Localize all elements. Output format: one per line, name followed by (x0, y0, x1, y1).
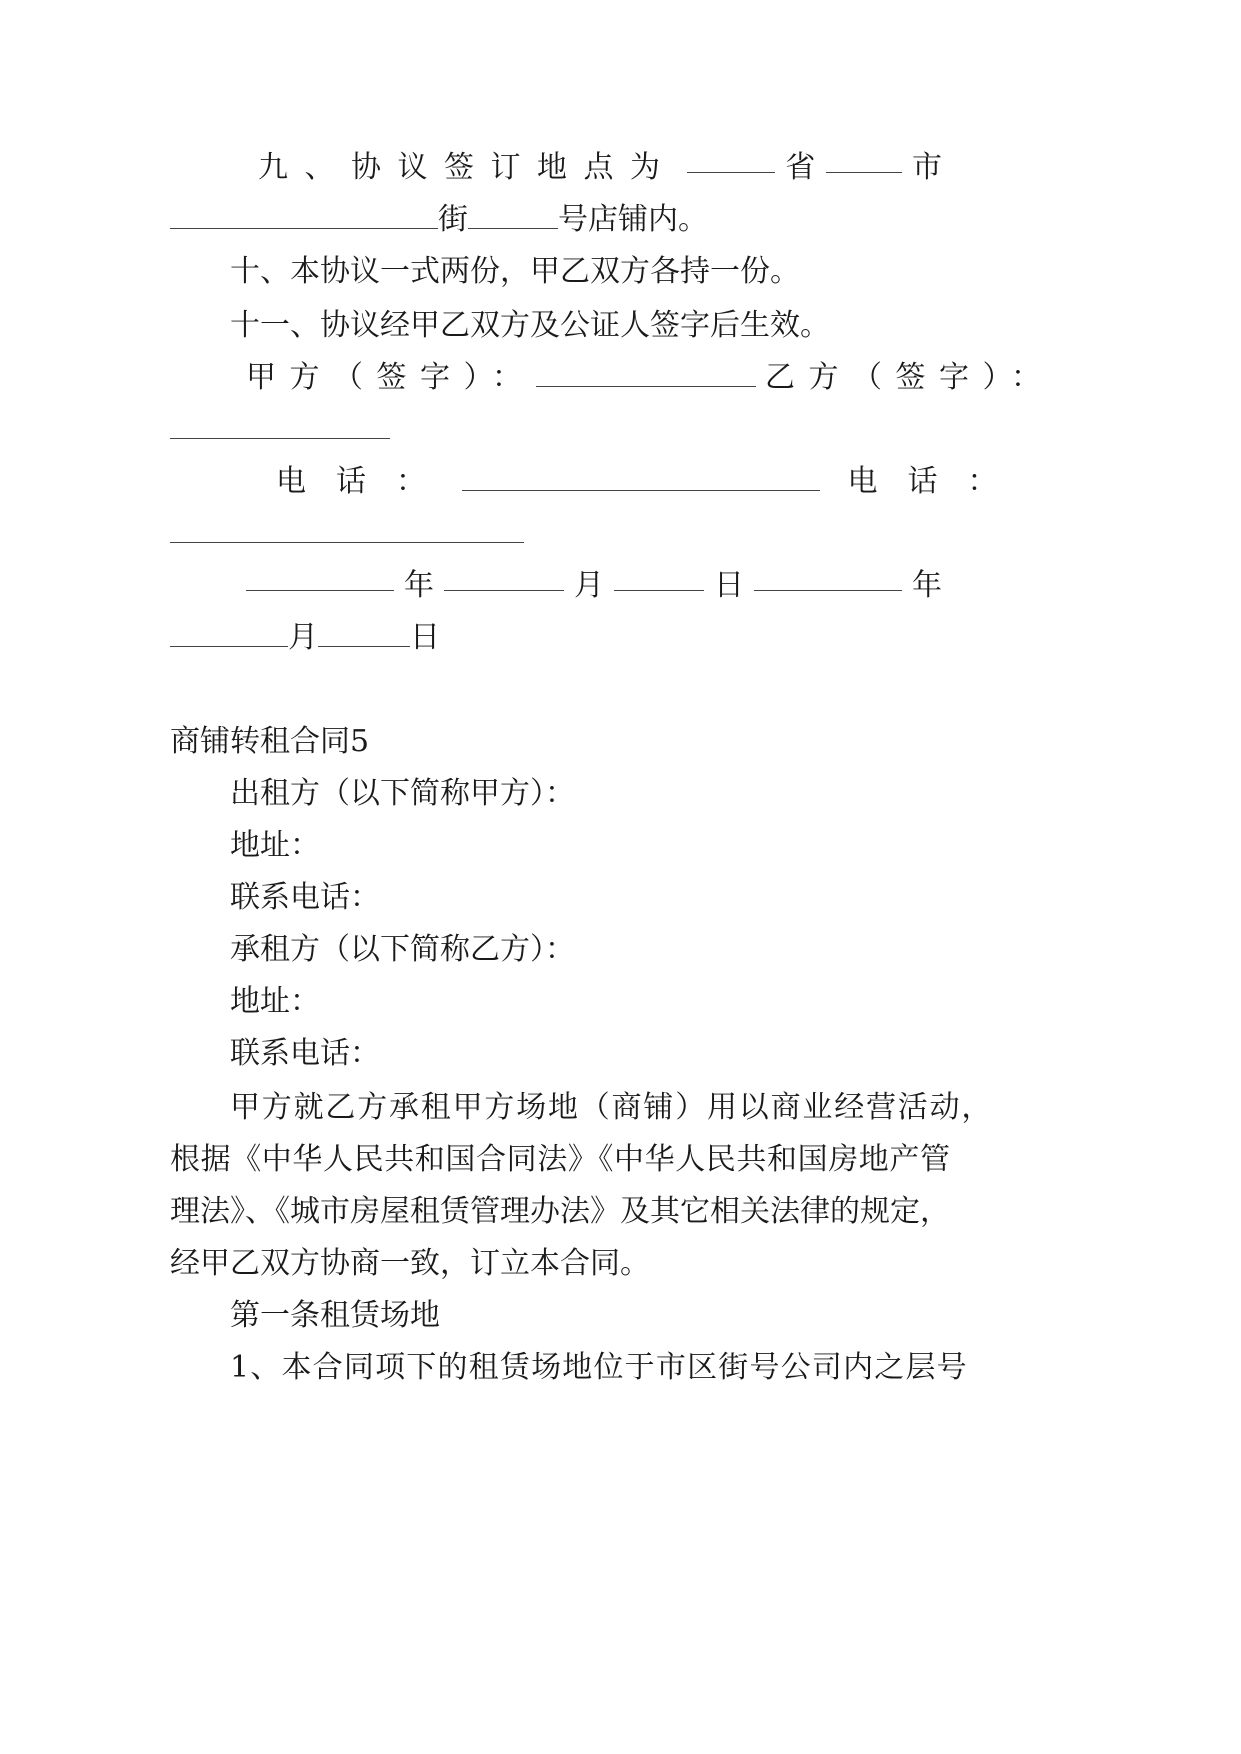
party-a-sign-blank[interactable] (536, 362, 756, 387)
section9-line1 (258, 148, 942, 188)
date-line (246, 566, 942, 606)
party-a-month-blank[interactable] (444, 566, 564, 591)
preamble-line-3: 理法》、《城市房屋租赁管理办法》及其它相关法律的规定， (170, 1194, 950, 1229)
province-blank[interactable] (687, 148, 775, 173)
party-a-day-blank[interactable] (614, 566, 704, 591)
party-a-day-label: 日 (714, 568, 744, 603)
party-b-phone-blank[interactable] (170, 518, 524, 543)
party-a-year-blank[interactable] (246, 566, 394, 591)
party-b-month-blank[interactable] (170, 622, 288, 647)
lessee-line: 承租方（以下简称乙方）： (230, 932, 575, 967)
district-blank[interactable] (170, 204, 438, 229)
party-a-phone-label: 电话： (276, 464, 456, 499)
date-line2 (170, 618, 440, 658)
section9-line2 (170, 200, 708, 240)
party-a-month-label: 月 (574, 568, 604, 603)
lessor-line: 出租方（以下简称甲方）： (230, 776, 575, 811)
lessee-address: 地址： (230, 984, 320, 1019)
city-blank[interactable] (826, 148, 902, 173)
signature-line (246, 358, 1055, 398)
party-b-year-label: 年 (912, 568, 942, 603)
party-a-sign-label: 甲方（签字）： (246, 360, 536, 395)
section9-prefix: 九、协议签订地点为 (258, 150, 677, 185)
preamble-line-1: 甲方就乙方承租甲方场地（商铺）用以商业经营活动， (230, 1090, 994, 1125)
preamble-line-4: 经甲乙双方协商一致，订立本合同。 (170, 1246, 650, 1281)
street-label: 街 (438, 202, 468, 237)
city-label: 市 (912, 150, 942, 185)
section10: 十、本协议一式两份，甲乙双方各持一份。 (230, 254, 800, 289)
article1-item1: 1、本合同项下的租赁场地位于市区街号公司内之层号 (230, 1350, 968, 1385)
lessor-address: 地址： (230, 828, 320, 863)
party-a-phone-blank[interactable] (462, 466, 820, 491)
party-b-sign-line (170, 410, 390, 450)
lessee-phone: 联系电话： (230, 1036, 380, 1071)
contract-title: 商铺转租合同5 (170, 724, 370, 759)
shop-label: 号店铺内。 (558, 202, 708, 237)
section11: 十一、协议经甲乙双方及公证人签字后生效。 (230, 308, 830, 343)
phone-line (276, 462, 1028, 502)
province-label: 省 (785, 150, 816, 185)
street-number-blank[interactable] (468, 204, 558, 229)
party-b-phone-label: 电话： (847, 464, 1028, 499)
party-b-day-label: 日 (410, 620, 440, 655)
party-b-day-blank[interactable] (318, 622, 410, 647)
party-b-sign-blank[interactable] (170, 414, 390, 439)
article1-title: 第一条租赁场地 (230, 1298, 440, 1333)
party-b-month-label: 月 (288, 620, 318, 655)
lessor-phone: 联系电话： (230, 880, 380, 915)
preamble-line-2: 根据《中华人民共和国合同法》《中华人民共和国房地产管 (170, 1142, 951, 1177)
party-b-sign-label: 乙方（签字）： (765, 360, 1055, 395)
party-b-year-blank[interactable] (754, 566, 902, 591)
party-b-phone-line (170, 514, 524, 554)
party-a-year-label: 年 (404, 568, 434, 603)
